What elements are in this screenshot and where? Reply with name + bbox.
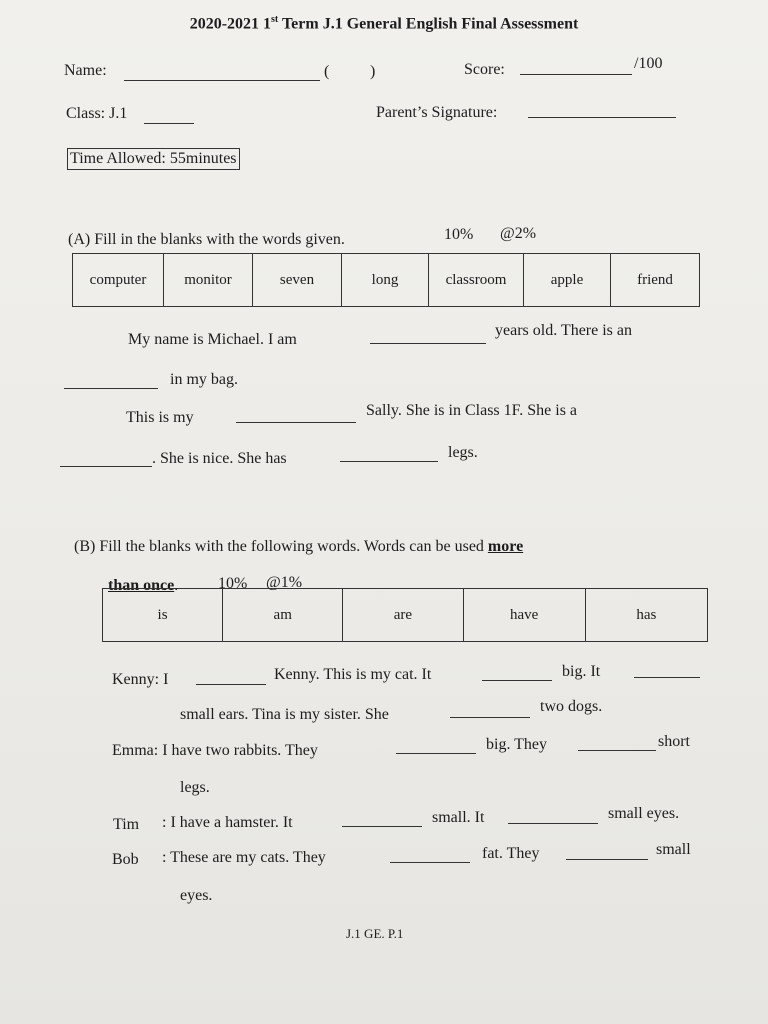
score-label: Score:	[464, 61, 505, 78]
passage-b-text: small eyes.	[608, 805, 680, 822]
blank-b-4[interactable]	[450, 703, 530, 718]
paren-close: )	[370, 63, 376, 80]
blank-b-7[interactable]	[342, 812, 422, 827]
blank-b-9[interactable]	[390, 848, 470, 863]
passage-a-text: years old. There is an	[495, 322, 632, 339]
passage-a-text: This is my	[126, 409, 194, 426]
blank-a-4[interactable]	[60, 452, 152, 467]
word-bank-cell: am	[223, 589, 343, 642]
score-line	[520, 58, 632, 75]
section-a-marks: 10%	[444, 226, 474, 243]
word-bank-cell: have	[463, 589, 585, 642]
passage-a-text: legs.	[448, 444, 478, 461]
name-line	[124, 64, 320, 81]
passage-a-text: My name is Michael. I am	[128, 331, 297, 348]
passage-b-text: fat. They	[482, 845, 540, 862]
section-b-instruction-cont: than once.	[108, 577, 179, 594]
speaker-bob: Bob	[112, 851, 139, 868]
passage-b-text: : I have a hamster. It	[162, 814, 293, 831]
passage-a-text: Sally. She is in Class 1F. She is a	[366, 402, 578, 419]
blank-b-10[interactable]	[566, 845, 648, 860]
blank-b-6[interactable]	[578, 736, 656, 751]
passage-b-text: Emma: I have two rabbits. They	[112, 742, 318, 759]
word-bank-cell: classroom	[429, 254, 524, 307]
word-bank-cell: monitor	[164, 254, 253, 307]
passage-b-text: legs.	[180, 779, 210, 796]
page-title: 2020-2021 1st Term J.1 General English Final Assessment	[189, 14, 579, 33]
class-label: Class: J.1	[66, 105, 128, 122]
word-bank-cell: seven	[253, 254, 342, 307]
paren-open: (	[324, 63, 330, 80]
word-bank-cell: long	[342, 254, 429, 307]
blank-b-1[interactable]	[196, 670, 266, 685]
name-label: Name:	[64, 62, 107, 79]
blank-b-3[interactable]	[634, 663, 700, 678]
passage-b-text: Kenny: I	[112, 671, 169, 688]
page-footer: J.1 GE. P.1	[346, 926, 404, 941]
section-b-each: @1%	[266, 574, 303, 591]
passage-b-text: big. They	[486, 736, 548, 753]
section-a-each: @2%	[500, 225, 537, 242]
passage-b-text: big. It	[562, 663, 601, 680]
word-bank-cell: is	[103, 589, 223, 642]
word-bank-row	[103, 589, 708, 642]
blank-a-2[interactable]	[64, 374, 158, 389]
section-b-instruction: (B) Fill the blanks with the following words. Words can be used more	[74, 538, 524, 555]
passage-b-text: small	[656, 841, 691, 858]
word-bank-cell: apple	[524, 254, 611, 307]
section-a-instruction: (A) Fill in the blanks with the words given.	[68, 231, 345, 248]
passage-b-text: short	[658, 733, 690, 750]
section-a-word-bank	[72, 253, 700, 307]
passage-b-text: small. It	[432, 809, 485, 826]
score-total: /100	[634, 55, 663, 72]
passage-a-text: in my bag.	[170, 371, 238, 388]
passage-b-text: two dogs.	[540, 698, 603, 715]
word-bank-row	[73, 254, 700, 307]
word-bank-cell: friend	[611, 254, 700, 307]
blank-b-2[interactable]	[482, 666, 552, 681]
section-b-word-bank	[102, 588, 708, 642]
blank-a-1[interactable]	[370, 329, 486, 344]
signature-label: Parent’s Signature:	[376, 104, 498, 121]
time-allowed-box: Time Allowed: 55minutes	[67, 148, 240, 170]
word-bank-cell: has	[585, 589, 707, 642]
word-bank-cell: computer	[73, 254, 164, 307]
passage-b-text: Kenny. This is my cat. It	[274, 666, 432, 683]
passage-b-text: small ears. Tina is my sister. She	[180, 706, 389, 723]
passage-b-text: eyes.	[180, 887, 213, 904]
blank-a-3[interactable]	[236, 408, 356, 423]
signature-line	[528, 102, 676, 118]
blank-a-5[interactable]	[340, 447, 438, 462]
passage-a-text: . She is nice. She has	[152, 450, 287, 467]
blank-b-5[interactable]	[396, 739, 476, 754]
blank-b-8[interactable]	[508, 809, 598, 824]
speaker-tim: Tim	[113, 816, 140, 833]
class-line	[144, 108, 194, 124]
passage-b-text: : These are my cats. They	[162, 849, 326, 866]
section-b-marks: 10%	[218, 575, 248, 592]
word-bank-cell: are	[343, 589, 463, 642]
